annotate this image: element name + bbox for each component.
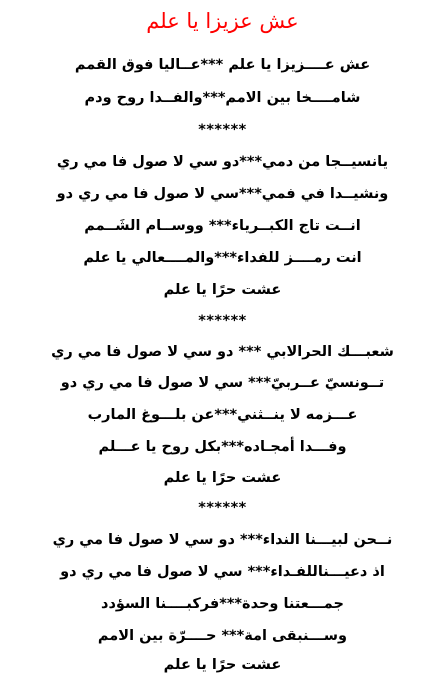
verse-line: عش عــــزيزا يا علم ***عــاليا فوق القمم [74,57,371,73]
verse-line: جمـــعتنا وحدة***فركبــــنا السؤدد [101,596,344,612]
stanza-separator: ****** [198,122,247,138]
stanza-separator: ****** [198,313,247,329]
verse-line: اذ دعيـــناللفـداء*** سي لا صول فا مي ري دو [60,564,385,580]
verse-line: عـــزمه لا ينــثني***عن بلـــوغ المارب [87,407,358,423]
verse-line: نــحن لبيـــنا النداء*** دو سي لا صول فا مي ري [52,532,393,548]
refrain-line: عشت حرًا يا علم [163,657,282,673]
verse-line: وفـــدا أمجـاده***بكل روح يا عـــلم [98,439,347,455]
verse-line: وســـنبقى امة*** حــــرّة بين الامم [97,628,348,644]
verse-line: انت رمــــز للفداء***والمــــعالي يا علم [83,250,362,266]
verse-line: شعبـــك الحرالابي *** دو سي لا صول فا مي ري [51,344,394,360]
refrain-line: عشت حرًا يا علم [163,282,282,298]
verse-line: يانسيــجا من دمي***دو سي لا صول فا مي ري [56,154,389,170]
verse-line: ونشيــدا في فمي***سي لا صول فا مي ري دو [56,186,389,202]
verse-line: انــت تاج الكبــرياء*** ووســام الشَــمم [84,218,361,234]
verse-line: شامــــخا بين الامم***والفــدا روح ودم [84,90,361,106]
poem-title: عش عزيزا يا علم [146,9,299,33]
stanza-separator: ****** [198,500,247,516]
refrain-line: عشت حرًا يا علم [163,470,282,486]
verse-line: تــونسيّ عــربيّ*** سي لا صول فا مي ري دو [60,375,385,391]
